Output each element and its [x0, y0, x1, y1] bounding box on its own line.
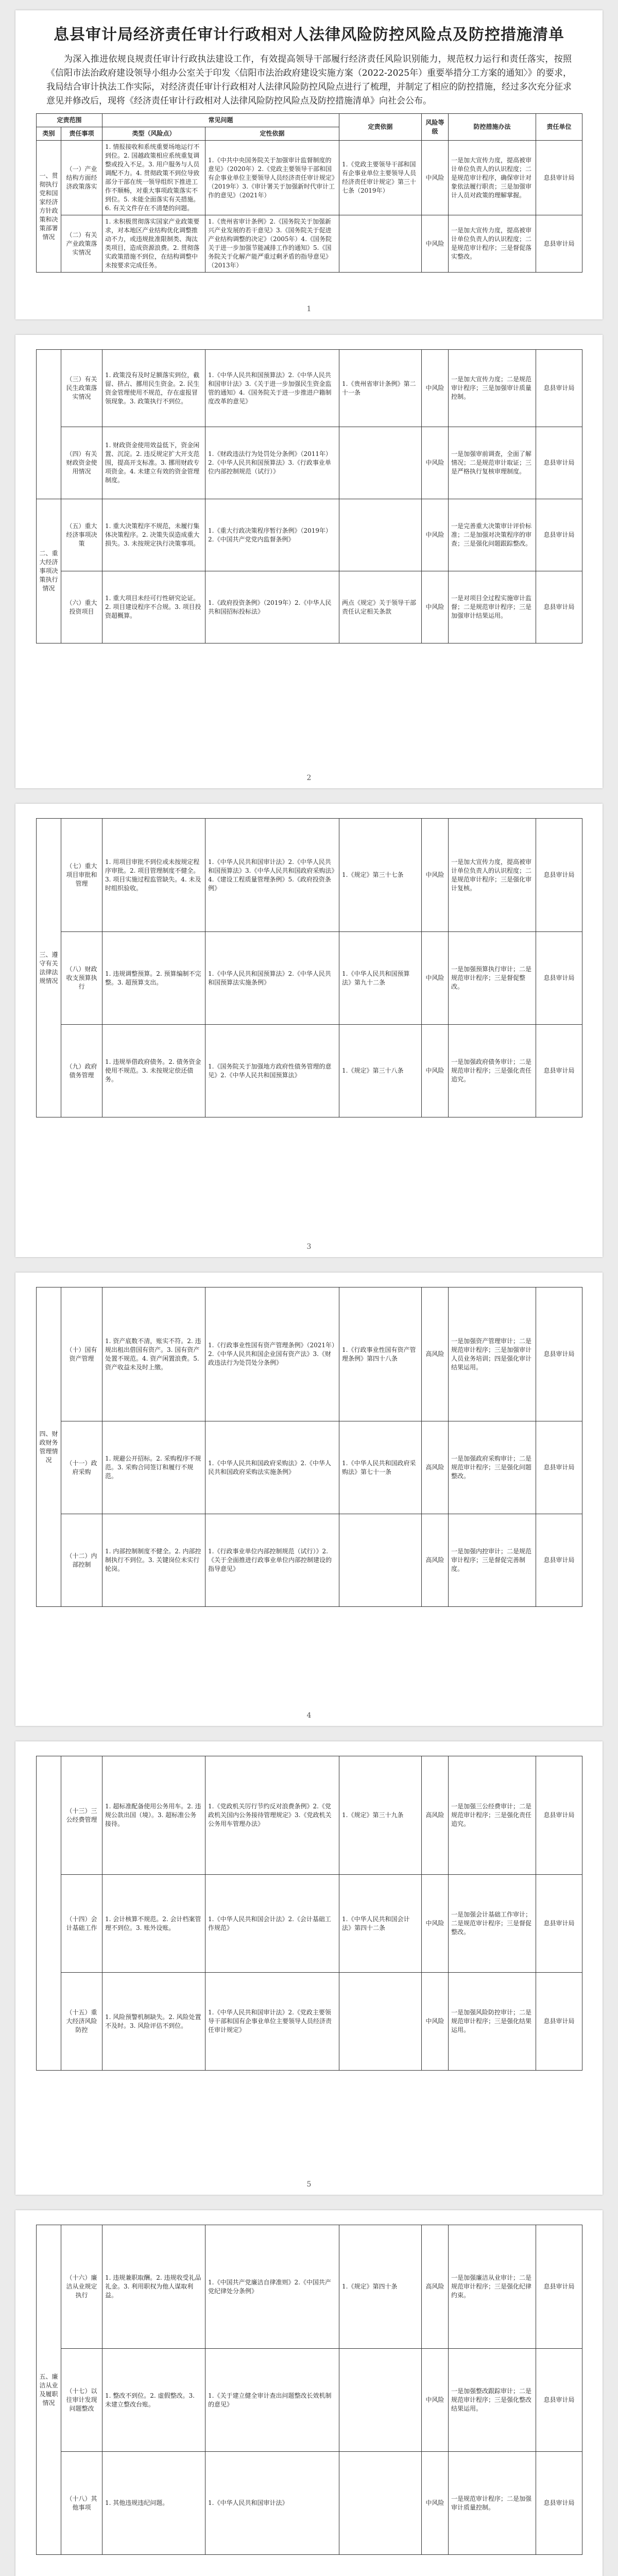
row-basis: 1.《中华人民共和国预算法》2.《中华人民共和国审计法》3.《关于进一步加强民生资金监管的通知》4.《国务院关于进一步推进户籍制度改革的意见》 [205, 350, 339, 427]
row-basis: 1.《行政事业性国有资产管理条例》（2021年）2.《中华人民共和国企业国有资产法》3.《财政违法行为处罚处分条例》 [205, 1287, 339, 1421]
row-type: 1. 重大项目未经可行性研究论证。2. 项目建设程序不合规。3. 项目投资超概算。 [102, 571, 205, 643]
row-level: 中风险 [422, 350, 449, 427]
row-standard [339, 427, 422, 499]
risk-table [36, 818, 582, 1117]
header-scope: 定责范围 [37, 114, 102, 127]
header-problems: 常见问题 [102, 114, 339, 127]
row-type: 1. 未积极贯彻落实国家产业政策要求，对本地区产业结构优化调整推动不力，或违规批准限制类、淘汰类项目，造成资源浪费。2. 贯彻落实政策措施不到位，在结构调整中未按要求完成任务。 [102, 215, 205, 273]
table-row [37, 1025, 582, 1117]
row-basis: 1.《中华人民共和国预算法》2.《中华人民共和国预算法实施条例》 [205, 932, 339, 1025]
row-level: 中风险 [422, 932, 449, 1025]
page-6 [15, 2210, 603, 2576]
table-row [37, 571, 582, 643]
table-row [37, 1421, 582, 1514]
row-unit: 息县审计局 [536, 819, 582, 932]
table-row [37, 1756, 582, 1875]
row-type: 1. 超标准配备使用公务用车。2. 违规公款出国（境）。3. 超标准公务接待。 [102, 1756, 205, 1875]
row-item: （九）政府债务管理 [61, 1025, 102, 1117]
row-item: （八）财政收支预算执行 [61, 932, 102, 1025]
row-category: 五、廉洁从业及履职情况 [37, 2225, 61, 2555]
row-level: 中风险 [422, 571, 449, 643]
row-measures: 一是加强廉洁从业审计；二是规范审计程序；三是强化纪律约束。 [449, 2225, 536, 2349]
header-standard: 定责依据 [339, 114, 422, 141]
row-item: （十八）其他事项 [61, 2452, 102, 2555]
row-item: （六）重大投资项目 [61, 571, 102, 643]
row-standard: 1.《贵州省审计条例》第二十一条 [339, 350, 422, 427]
risk-table [36, 2225, 582, 2555]
row-basis: 1.《关于建立健全审计查出问题整改长效机制的意见》 [205, 2349, 339, 2452]
row-category: 一、贯彻执行党和国家经济方针政策和决策部署情况 [37, 141, 61, 273]
row-unit: 息县审计局 [536, 1514, 582, 1607]
row-type: 1. 违规兼职取酬。2. 违规收受礼品礼金。3. 利用职权为他人谋取利益。 [102, 2225, 205, 2349]
row-measures: 一是加大宣传力度；二是规范审计程序；三是加强审计质量控制。 [449, 350, 536, 427]
row-basis: 1.《党政机关厉行节约反对浪费条例》2.《党政机关国内公务接待管理规定》3.《党政机关公务用车管理办法》 [205, 1756, 339, 1875]
row-standard [339, 1973, 422, 2071]
row-item: （十二）内部控制 [61, 1514, 102, 1607]
row-unit: 息县审计局 [536, 2349, 582, 2452]
row-measures: 一是加强政府债务审计；二是规范审计程序；三是强化责任追究。 [449, 1025, 536, 1117]
intro-paragraph: 为深入推进依规良规责任审计行政执法建设工作，有效提高领导干部履行经济责任风险识别能力，规范权力运行和责任落实，按照《信阳市法治政府建设领导小组办公室关于印发〈信阳市法治政府建设实施方案（2022-2025年）重要举措分工方案的通知〉》的要求，我局结合审计执法工作实际，对经济责任审计行政相对人法律风险防控风险点进行了梳理，并制定了相应的防控措施，经过多次充分征求意见并修改后，现将《经济责任审计行政相对人法律风险防控风险点及防控措施清单》向社会公布。 [46, 54, 572, 106]
row-unit: 息县审计局 [536, 932, 582, 1025]
row-item: （三）有关民生政策落实情况 [61, 350, 102, 427]
row-unit: 息县审计局 [536, 1025, 582, 1117]
row-measures: 一是对项目全过程实施审计监督；二是规范审计程序；三是加强审计结果运用。 [449, 571, 536, 643]
page-3 [15, 804, 603, 1257]
row-level: 高风险 [422, 1421, 449, 1514]
table-row [37, 932, 582, 1025]
row-category [37, 1756, 61, 2071]
risk-table [36, 349, 582, 643]
row-standard: 1.《规定》第三十八条 [339, 1025, 422, 1117]
row-item: （十一）政府采购 [61, 1421, 102, 1514]
page-number: 2 [306, 774, 312, 782]
row-measures: 一是加强政府采购审计；二是规范审计程序；三是强化问题整改。 [449, 1421, 536, 1514]
header-level: 风险等级 [422, 114, 449, 141]
page-number: 3 [306, 1243, 312, 1251]
risk-table [36, 1756, 582, 2071]
row-level: 中风险 [422, 1875, 449, 1973]
row-item: （十五）重大经济风险防控 [61, 1973, 102, 2071]
row-unit: 息县审计局 [536, 1756, 582, 1875]
row-item: （十四）会计基础工作 [61, 1875, 102, 1973]
row-standard: 1.《中华人民共和国预算法》第九十二条 [339, 932, 422, 1025]
risk-table [36, 1287, 582, 1607]
page-number: 5 [306, 2180, 312, 2189]
row-measures: 一是加强风险防控审计；二是规范审计程序；三是强化结果运用。 [449, 1973, 536, 2071]
row-unit: 息县审计局 [536, 427, 582, 499]
row-measures: 一是规范审计程序；二是加强审计质量控制。 [449, 2452, 536, 2555]
row-item: （四）有关财政资金使用情况 [61, 427, 102, 499]
row-basis: 1.《中华人民共和国审计法》2.《中华人民共和国预算法》3.《中华人民共和国政府采购法》4.《建设工程质量管理条例》5.《政府投资条例》 [205, 819, 339, 932]
row-unit: 息县审计局 [536, 499, 582, 571]
page-4 [15, 1273, 603, 1726]
row-standard: 1.《中华人民共和国政府采购法》第七十一条 [339, 1421, 422, 1514]
row-standard: 1.《规定》第三十九条 [339, 1756, 422, 1875]
row-basis: 1.《中华人民共和国政府采购法》2.《中华人民共和国政府采购法实施条例》 [205, 1421, 339, 1514]
row-item: （一）产业结构方面经济政策落实 [61, 141, 102, 215]
row-standard [339, 215, 422, 273]
row-level: 高风险 [422, 1287, 449, 1421]
row-category [37, 350, 61, 499]
row-basis: 1.《重大行政决策程序暂行条例》（2019年）2.《中国共产党党内监督条例》 [205, 499, 339, 571]
row-unit: 息县审计局 [536, 1421, 582, 1514]
row-level: 中风险 [422, 1025, 449, 1117]
row-basis: 1.《中共中央国务院关于加强审计监督制度的意见》（2020年）2.《党政主要领导干部和国有企事业单位主要领导人员经济责任审计规定》（2019年）3.《审计署关于加强新时代审计工作的意见》（2021年） [205, 141, 339, 215]
row-standard [339, 1514, 422, 1607]
row-standard [339, 2452, 422, 2555]
row-type: 1. 用项目审批不到位或未按规定程序审批。2. 项目管理制度不健全。3. 项目实施过程监管缺失。4. 未及时组织验收。 [102, 819, 205, 932]
row-level: 中风险 [422, 2349, 449, 2452]
row-item: （七）重大项目审批和管理 [61, 819, 102, 932]
table-row [37, 2349, 582, 2452]
row-level: 高风险 [422, 2225, 449, 2349]
row-standard: 两点《规定》关于领导干部责任认定相关条款 [339, 571, 422, 643]
row-measures: 一是加强资产管理审计；二是规范审计程序；三是加强审计人员业务培训；四是强化审计结果运用。 [449, 1287, 536, 1421]
row-level: 中风险 [422, 427, 449, 499]
row-item: （十七）以往审计发现问题整改 [61, 2349, 102, 2452]
row-item: （二）有关产业政策落实情况 [61, 215, 102, 273]
table-row [37, 499, 582, 571]
row-category: 二、重大经济事项决策执行情况 [37, 499, 61, 643]
row-type: 1. 风险预警机制缺失。2. 风险处置不及时。3. 风险评估不到位。 [102, 1973, 205, 2071]
row-type: 1. 政策没有及时足额落实到位，截留、挤占、挪用民生资金。2. 民生资金管理使用不规范，存在虚报冒领现象。3. 政策执行不到位。 [102, 350, 205, 427]
row-basis: 1.《行政事业单位内部控制规范（试行）》2.《关于全面推进行政事业单位内部控制建设的指导意见》 [205, 1514, 339, 1607]
page-5 [15, 1741, 603, 2195]
table-row [37, 2452, 582, 2555]
table-row [37, 215, 582, 273]
page-number: 4 [306, 1711, 312, 1720]
row-basis: 1.《财政违法行为处罚处分条例》（2011年）2.《中华人民共和国预算法》3.《行政事业单位内部控制规范（试行）》 [205, 427, 339, 499]
row-type: 1. 资产底数不清，账实不符。2. 违规出租出借国有资产。3. 国有资产处置不规范。4. 资产闲置浪费。5. 资产收益未及时上缴。 [102, 1287, 205, 1421]
table-row [37, 141, 582, 215]
row-standard: 1.《规定》第四十条 [339, 2225, 422, 2349]
row-item: （十六）廉洁从业规定执行 [61, 2225, 102, 2349]
row-measures: 一是加大宣传力度，提高被审计单位负责人的认识程度；二是规范审计程序；三是强化审计复核。 [449, 819, 536, 932]
table-row [37, 1514, 582, 1607]
row-measures: 一是加大宣传力度，提高被审计单位负责人的认识程度；二是规范审计程序，确保审计对象依法履行职责；三是加强审计人员对政策的理解掌握。 [449, 141, 536, 215]
row-measures: 一是完善重大决策审计评价标准；二是加强对决策程序的审查；三是强化问题跟踪整改。 [449, 499, 536, 571]
row-level: 高风险 [422, 1756, 449, 1875]
row-level: 中风险 [422, 141, 449, 215]
row-unit: 息县审计局 [536, 350, 582, 427]
row-measures: 一是加强三公经费审计；二是规范审计程序；三是强化责任追究。 [449, 1756, 536, 1875]
header-category: 类别 [37, 127, 61, 141]
row-unit: 息县审计局 [536, 141, 582, 215]
header-measures: 防控措施办法 [449, 114, 536, 141]
row-type: 1. 违规举借政府债务。2. 债务资金使用不规范。3. 未按规定偿还债务。 [102, 1025, 205, 1117]
row-type: 1. 违规调整预算。2. 预算编制不完整。3. 超预算支出。 [102, 932, 205, 1025]
table-row [37, 427, 582, 499]
row-unit: 息县审计局 [536, 1287, 582, 1421]
row-basis: 1.《中华人民共和国审计法》2.《党政主要领导干部和国有企事业单位主要领导人员经济责任审计规定》 [205, 1973, 339, 2071]
table-row [37, 2225, 582, 2349]
table-row [37, 1973, 582, 2071]
row-measures: 一是加强内控审计；二是规范审计程序；三是督促完善制度。 [449, 1514, 536, 1607]
row-unit: 息县审计局 [536, 2225, 582, 2349]
row-basis: 1.《中华人民共和国审计法》 [205, 2452, 339, 2555]
page-1 [15, 10, 603, 319]
row-type: 1. 会计核算不规范。2. 会计档案管理不到位。3. 账外设账。 [102, 1875, 205, 1973]
row-basis: 1.《国务院关于加强地方政府性债务管理的意见》2.《中华人民共和国预算法》 [205, 1025, 339, 1117]
row-measures: 一是加强会计基础工作审计；二是规范审计程序；三是督促整改。 [449, 1875, 536, 1973]
row-unit: 息县审计局 [536, 1875, 582, 1973]
table-row [37, 350, 582, 427]
row-type: 1. 重大决策程序不规范，未履行集体决策程序。2. 决策失误造成重大损失。3. 未按规定执行决策事项。 [102, 499, 205, 571]
row-item: （五）重大经济事项决策 [61, 499, 102, 571]
row-standard: 1.《规定》第三十七条 [339, 819, 422, 932]
row-standard: 1.《行政事业性国有资产管理条例》第四十八条 [339, 1287, 422, 1421]
page-number: 1 [306, 305, 312, 313]
row-type: 1. 整改不到位。2. 虚假整改。3. 未建立整改台账。 [102, 2349, 205, 2452]
row-unit: 息县审计局 [536, 215, 582, 273]
row-measures: 一是加大宣传力度，提高被审计单位负责人的认识程度；二是规范审计程序；三是督促落实整改。 [449, 215, 536, 273]
header-type: 类型（风险点） [102, 127, 205, 141]
table-row [37, 819, 582, 932]
row-standard [339, 499, 422, 571]
row-type: 1. 情报接收和系统重要场地运行不到位。2. 国越政策相应系统重复调整或投入不足。3. 用户服务与人员调配不力。4. 贯彻政策不到位导致部分干部在统一领导组织下推进工作不顺畅，对重大事项政策落实不到位。5. 未能全面落实有关措施。6. 有关文件存在不清楚的问题。 [102, 141, 205, 215]
row-level: 中风险 [422, 499, 449, 571]
row-basis: 1.《中华人民共和国会计法》2.《会计基础工作规范》 [205, 1875, 339, 1973]
row-level: 中风险 [422, 215, 449, 273]
header-item: 责任事项 [61, 127, 102, 141]
row-measures: 一是加强整改跟踪审计；二是规范审计程序；三是强化整改结果运用。 [449, 2349, 536, 2452]
row-item: （十）国有资产管理 [61, 1287, 102, 1421]
header-unit: 责任单位 [536, 114, 582, 141]
row-item: （十三）三公经费管理 [61, 1756, 102, 1875]
table-row [37, 1875, 582, 1973]
row-type: 1. 规避公开招标。2. 采购程序不规范。3. 采购合同签订和履行不规范。 [102, 1421, 205, 1514]
row-level: 中风险 [422, 1973, 449, 2071]
row-measures: 一是加强预算执行审计；二是规范审计程序；三是督促整改。 [449, 932, 536, 1025]
row-standard [339, 2349, 422, 2452]
page-2 [15, 335, 603, 788]
row-level: 中风险 [422, 819, 449, 932]
row-standard: 1.《中华人民共和国会计法》第四十二条 [339, 1875, 422, 1973]
row-basis: 1.《政府投资条例》（2019年）2.《中华人民共和国招标投标法》 [205, 571, 339, 643]
header-basis: 定性依据 [205, 127, 339, 141]
document-title: 息县审计局经济责任审计行政相对人法律风险防控风险点及防控措施清单 [54, 26, 564, 44]
row-level: 高风险 [422, 1514, 449, 1607]
risk-table [36, 113, 582, 273]
row-unit: 息县审计局 [536, 2452, 582, 2555]
row-type: 1. 内部控制制度不健全。2. 内部控制执行不到位。3. 关键岗位未实行轮岗。 [102, 1514, 205, 1607]
row-category: 三、遵守有关法律法规情况 [37, 819, 61, 1117]
row-level: 中风险 [422, 2452, 449, 2555]
row-unit: 息县审计局 [536, 571, 582, 643]
row-basis: 1.《贵州省审计条例》2.《国务院关于加强新兴产业发展的若干意见》3.《国务院关于促进产业结构调整的决定》（2005年）4.《国务院关于进一步加强节能减排工作的通知》5.《国务院关于化解产能严重过剩矛盾的指导意见》（2013年） [205, 215, 339, 273]
row-measures: 一是加强审前调查，全面了解情况；二是规范审计取证；三是严格执行复核审理制度。 [449, 427, 536, 499]
row-type: 1. 财政资金使用效益低下，资金闲置、沉淀。2. 违反规定扩大开支范围，提高开支标准。3. 挪用财政专项资金。4. 未建立有效的资金管理制度。 [102, 427, 205, 499]
row-category: 四、财政财务管理情况 [37, 1287, 61, 1607]
row-unit: 息县审计局 [536, 1973, 582, 2071]
row-type: 1. 其他违规违纪问题。 [102, 2452, 205, 2555]
row-standard: 1.《党政主要领导干部和国有企事业单位主要领导人员经济责任审计规定》第三十七条（2019年） [339, 141, 422, 215]
table-row [37, 1287, 582, 1421]
row-basis: 1.《中国共产党廉洁自律准则》2.《中国共产党纪律处分条例》 [205, 2225, 339, 2349]
